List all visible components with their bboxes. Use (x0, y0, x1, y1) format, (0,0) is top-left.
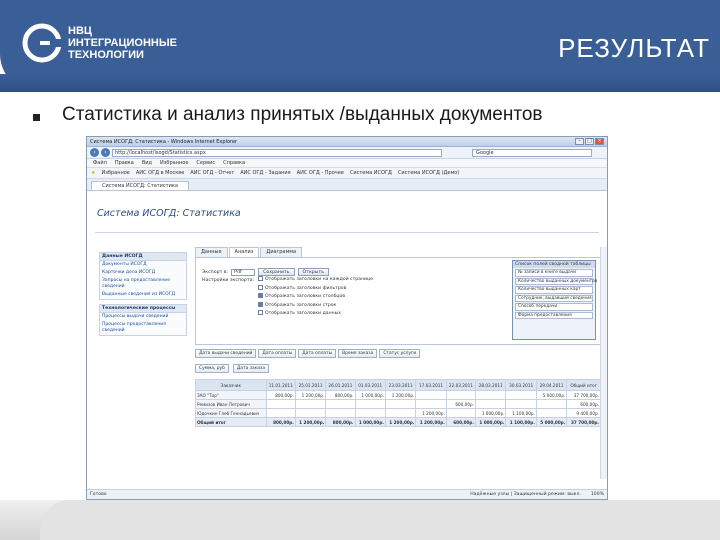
column-header: 28.03.2011 (476, 380, 506, 391)
table-cell (295, 400, 325, 409)
filter-field[interactable]: Дата оплаты (298, 349, 336, 358)
table-cell: 600,00р. (567, 400, 601, 409)
option-label: Отображать заголовки столбцов (265, 294, 346, 299)
sidebar-section-data (99, 252, 187, 300)
menu-edit[interactable]: Правка (114, 160, 134, 166)
table-cell (536, 409, 566, 418)
table-cell: 1 200,00р. (385, 418, 415, 427)
back-arrow-icon[interactable]: ‹ (90, 148, 99, 157)
table-cell (506, 400, 536, 409)
vertical-scrollbar[interactable] (600, 247, 607, 479)
tab-analysis[interactable]: Анализ (229, 247, 260, 257)
divider (95, 232, 599, 233)
menu-help[interactable]: Справка (223, 160, 246, 166)
column-header: 26.01.2011 (326, 380, 355, 391)
table-row (196, 400, 601, 409)
favorite-link[interactable]: Система ИСОГД (Демо) (397, 170, 460, 176)
forward-arrow-icon[interactable]: › (101, 148, 110, 157)
slide-footer (0, 500, 720, 540)
menu-tools[interactable]: Сервис (196, 160, 216, 166)
favorites-bar (87, 168, 607, 179)
table-cell (266, 409, 295, 418)
filter-field[interactable]: Дата оплаты (258, 349, 296, 358)
field-item[interactable]: Количество выданных документов (515, 278, 593, 286)
table-cell (416, 391, 446, 400)
maximize-button[interactable]: □ (585, 138, 594, 145)
table-cell: 5 000,00р. (536, 391, 566, 400)
table-cell (446, 409, 475, 418)
sidebar-header: Данные ИСОГД (100, 253, 186, 261)
checkbox-checked-icon[interactable] (258, 302, 263, 307)
table-cell (385, 409, 415, 418)
view-tabs (195, 247, 601, 257)
row-header: Ремизов Иван Петрович (196, 400, 267, 409)
table-cell (476, 391, 506, 400)
row-header: Юдочкин Глеб Геннадьевич (196, 409, 267, 418)
table-header-row (196, 380, 601, 391)
export-option[interactable] (202, 302, 374, 311)
sidebar-item-issued[interactable]: Выданные сведения из ИСОГД (102, 292, 175, 297)
option-label: Отображать заголовки на каждой странице (265, 277, 373, 282)
table-cell: 800,00р. (326, 418, 355, 427)
field-item[interactable]: № записи в книге выдачи (515, 269, 593, 277)
main-panel (195, 247, 601, 487)
app-title: Система ИСОГД: Статистика (97, 208, 241, 219)
checkbox-icon[interactable] (258, 285, 263, 290)
column-header[interactable]: Заказчик (196, 380, 267, 391)
table-cell (326, 400, 355, 409)
table-cell: 1 000,00р. (355, 391, 385, 400)
option-label: Отображать заголовки фильтров (265, 285, 347, 291)
favorite-link[interactable]: АИС ОГД - Задания (240, 170, 291, 176)
table-cell: 1 200,00р. (295, 391, 325, 400)
field-item[interactable]: Сотрудник, выдавший сведения (515, 295, 593, 303)
company-logo-text (68, 25, 177, 61)
table-cell: 600,00р. (446, 418, 475, 427)
favorites-star-icon[interactable]: ★ (91, 170, 96, 176)
browser-titlebar (87, 137, 607, 147)
field-list-title: Список полей сводной таблицы (513, 261, 595, 268)
table-cell: 1 100,00р. (506, 418, 536, 427)
logo-line-1: НВЦ (68, 25, 92, 37)
checkbox-icon[interactable] (258, 310, 263, 315)
status-text: Готово (90, 492, 107, 497)
field-item[interactable]: Способ передачи (515, 303, 593, 311)
browser-window (86, 136, 608, 500)
pivot-field-list (512, 260, 596, 340)
export-option[interactable] (202, 310, 374, 319)
slide-header (0, 0, 720, 92)
table-cell (476, 400, 506, 409)
sidebar-header: Технологические процессы (100, 305, 186, 313)
table-cell: 9 400,00р. (567, 409, 601, 418)
status-bar (87, 489, 607, 499)
slide-subtitle: Статистика и анализ принятых /выданных документов (62, 104, 543, 125)
export-settings (202, 268, 374, 344)
browser-tab[interactable]: Система ИСОГД: Статистика (91, 181, 189, 190)
pivot-table (195, 379, 601, 427)
filter-field[interactable]: Дата выдачи сведений (195, 349, 256, 358)
favorite-link[interactable]: АИС ОГД - Прочее (296, 170, 344, 176)
open-button[interactable]: Открыть (298, 268, 329, 276)
sidebar-item-requests[interactable]: Запросы на предоставление сведений (102, 278, 170, 289)
table-cell: 37 700,00р. (567, 418, 601, 427)
table-cell: 1 200,00р. (416, 418, 446, 427)
filter-area (195, 349, 601, 358)
table-cell: 800,00р. (326, 391, 355, 400)
address-input[interactable]: http://localhost/isogd/Statistics.aspx (112, 149, 442, 157)
table-cell: 1 200,00р. (416, 409, 446, 418)
zoom-level[interactable]: 100% (590, 492, 604, 497)
company-logo-icon (22, 22, 62, 64)
export-format-select[interactable]: Pdf (231, 269, 255, 276)
column-header: 30.03.2011 (506, 380, 536, 391)
table-cell: 1 200,00р. (385, 391, 415, 400)
browser-tab-bar (87, 179, 607, 191)
export-settings-row (202, 276, 374, 284)
export-row (202, 268, 374, 276)
table-cell: 1 200,00р. (295, 418, 325, 427)
table-cell (295, 409, 325, 418)
table-cell (506, 391, 536, 400)
table-cell: 37 700,00р. (567, 391, 601, 400)
address-bar-row (87, 147, 607, 159)
table-cell: 800,00р. (266, 391, 295, 400)
sidebar (99, 252, 187, 422)
table-cell: 800,00р. (266, 418, 295, 427)
data-area (195, 364, 601, 373)
checkbox-checked-icon[interactable] (258, 293, 263, 298)
column-header: 01.03.2011 (355, 380, 385, 391)
favorite-link[interactable]: АИС ОГД - Отчет (190, 170, 235, 176)
bullet-icon (33, 114, 40, 121)
field-item[interactable]: Форма предоставления (515, 312, 593, 320)
status-zone: Надёжные узлы | Защищенный режим: выкл. (470, 492, 581, 497)
table-cell: 1 000,00р. (476, 409, 506, 418)
export-label: Экспорт в: (202, 269, 229, 275)
table-cell: 600,00р. (446, 400, 475, 409)
close-button[interactable]: × (595, 138, 604, 145)
logo-line-2: ИНТЕГРАЦИОННЫЕ (68, 37, 177, 49)
export-option[interactable] (202, 293, 374, 302)
table-cell: 1 100,00р. (506, 409, 536, 418)
search-input[interactable]: Google (472, 149, 592, 157)
row-header: Общий итог (196, 418, 267, 427)
field-item[interactable]: Количество выданных карт (515, 286, 593, 294)
table-cell (266, 400, 295, 409)
save-button[interactable]: Сохранить (258, 268, 294, 276)
column-header: 23.03.2011 (385, 380, 415, 391)
sidebar-item-cards[interactable]: Карточки дела ИСОГД (102, 270, 156, 275)
analysis-panel (195, 257, 601, 345)
column-header: 11.01.2011 (266, 380, 295, 391)
favorite-link[interactable]: АИС ОГД в Москве (135, 170, 185, 176)
menu-bar (87, 159, 607, 168)
column-header: 17.03.2011 (416, 380, 446, 391)
favorite-link[interactable]: Избранное (101, 170, 130, 176)
tab-data[interactable]: Данные (195, 247, 228, 257)
column-header: Общий итог (567, 380, 601, 391)
option-label: Отображать заголовки данных (265, 311, 341, 316)
table-cell (355, 409, 385, 418)
sidebar-item-issue-process[interactable]: Процессы выдачи сведений (102, 314, 169, 319)
column-header: 25.01.2011 (295, 380, 325, 391)
minimize-button[interactable]: – (575, 138, 584, 145)
table-row (196, 391, 601, 400)
export-option[interactable] (202, 285, 374, 294)
filter-field[interactable]: Статус услуги (379, 349, 420, 358)
tab-chart[interactable]: Диаграмма (260, 247, 302, 257)
logo-line-3: ТЕХНОЛОГИИ (68, 49, 144, 61)
table-cell (355, 400, 385, 409)
menu-favorites[interactable]: Избранное (160, 160, 189, 166)
option-label: Отображать заголовки строк (265, 302, 337, 308)
row-header: ЗАО "Тор" (196, 391, 267, 400)
window-title: Система ИСОГД: Статистика - Windows Internet Explorer (90, 138, 238, 145)
sidebar-item-documents[interactable]: Документы ИСОГД (102, 262, 147, 267)
table-cell: 1 000,00р. (476, 418, 506, 427)
table-cell (416, 400, 446, 409)
column-field[interactable]: Дата заказа (233, 364, 269, 373)
column-header: 29.04.2011 (536, 380, 566, 391)
page-content (87, 192, 607, 489)
filter-field[interactable]: Время заказа (338, 349, 377, 358)
menu-view[interactable]: Вид (141, 160, 152, 166)
table-cell: 1 000,00р. (355, 418, 385, 427)
favorite-link[interactable]: Система ИСОГД (349, 170, 392, 176)
table-cell: 5 000,00р. (536, 418, 566, 427)
data-field[interactable]: Сумма, руб (195, 364, 229, 373)
menu-file[interactable]: Файл (93, 160, 107, 166)
column-header: 22.03.2011 (446, 380, 475, 391)
table-cell (536, 400, 566, 409)
sidebar-item-provide-process[interactable]: Процессы предоставления сведений (102, 322, 166, 333)
slide-title: РЕЗУЛЬТАТ (558, 33, 710, 63)
table-cell (446, 391, 475, 400)
table-total-row (196, 418, 601, 427)
sidebar-section-processes (99, 304, 187, 336)
table-row (196, 409, 601, 418)
table-cell (385, 400, 415, 409)
export-settings-label: Настройки экспорта: (202, 277, 255, 283)
table-cell (326, 409, 355, 418)
